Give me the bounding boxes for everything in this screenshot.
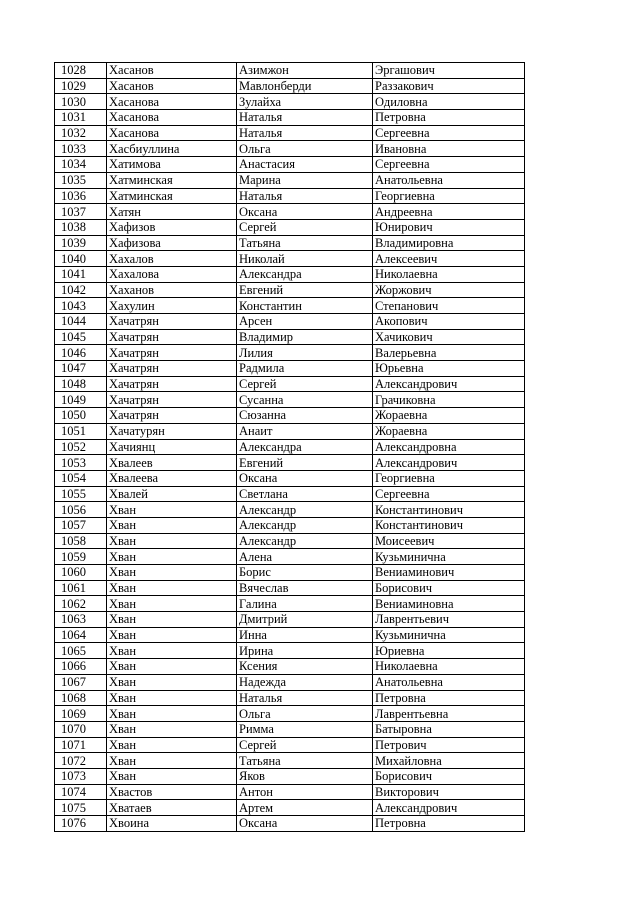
last-name-cell: Хачатрян xyxy=(107,345,237,361)
last-name-cell: Хван xyxy=(107,596,237,612)
first-name-cell: Сюзанна xyxy=(237,408,373,424)
patronymic-cell: Ивановна xyxy=(373,141,525,157)
first-name-cell: Татьяна xyxy=(237,235,373,251)
patronymic-cell: Петровна xyxy=(373,690,525,706)
last-name-cell: Хачатрян xyxy=(107,314,237,330)
first-name-cell: Марина xyxy=(237,172,373,188)
patronymic-cell: Алексеевич xyxy=(373,251,525,267)
patronymic-cell: Валерьевна xyxy=(373,345,525,361)
row-number-cell: 1038 xyxy=(55,219,107,235)
row-number-cell: 1047 xyxy=(55,361,107,377)
last-name-cell: Хасбиуллина xyxy=(107,141,237,157)
first-name-cell: Ирина xyxy=(237,643,373,659)
last-name-cell: Хахулин xyxy=(107,298,237,314)
row-number-cell: 1029 xyxy=(55,78,107,94)
first-name-cell: Александр xyxy=(237,502,373,518)
name-registry-table xyxy=(54,62,525,832)
patronymic-cell: Константинович xyxy=(373,502,525,518)
row-number-cell: 1063 xyxy=(55,612,107,628)
row-number-cell: 1041 xyxy=(55,266,107,282)
row-number-cell: 1030 xyxy=(55,94,107,110)
patronymic-cell: Анатольевна xyxy=(373,172,525,188)
last-name-cell: Хвалеев xyxy=(107,455,237,471)
row-number-cell: 1072 xyxy=(55,753,107,769)
row-number-cell: 1067 xyxy=(55,674,107,690)
patronymic-cell: Георгиевна xyxy=(373,188,525,204)
table-row xyxy=(55,768,525,784)
row-number-cell: 1028 xyxy=(55,63,107,79)
row-number-cell: 1039 xyxy=(55,235,107,251)
last-name-cell: Хатминская xyxy=(107,188,237,204)
row-number-cell: 1053 xyxy=(55,455,107,471)
first-name-cell: Ольга xyxy=(237,706,373,722)
patronymic-cell: Грачиковна xyxy=(373,392,525,408)
last-name-cell: Хасанова xyxy=(107,110,237,126)
row-number-cell: 1043 xyxy=(55,298,107,314)
table-row xyxy=(55,78,525,94)
last-name-cell: Хвастов xyxy=(107,784,237,800)
first-name-cell: Радмила xyxy=(237,361,373,377)
table-row xyxy=(55,188,525,204)
last-name-cell: Хван xyxy=(107,612,237,628)
patronymic-cell: Сергеевна xyxy=(373,125,525,141)
row-number-cell: 1074 xyxy=(55,784,107,800)
row-number-cell: 1069 xyxy=(55,706,107,722)
row-number-cell: 1048 xyxy=(55,376,107,392)
first-name-cell: Вячеслав xyxy=(237,580,373,596)
patronymic-cell: Акопович xyxy=(373,314,525,330)
first-name-cell: Наталья xyxy=(237,125,373,141)
row-number-cell: 1058 xyxy=(55,533,107,549)
patronymic-cell: Александровна xyxy=(373,439,525,455)
patronymic-cell: Одиловна xyxy=(373,94,525,110)
table-row xyxy=(55,674,525,690)
table-row xyxy=(55,157,525,173)
row-number-cell: 1061 xyxy=(55,580,107,596)
table-row xyxy=(55,612,525,628)
table-row xyxy=(55,376,525,392)
row-number-cell: 1066 xyxy=(55,659,107,675)
patronymic-cell: Александрович xyxy=(373,800,525,816)
table-row xyxy=(55,643,525,659)
patronymic-cell: Эргашович xyxy=(373,63,525,79)
row-number-cell: 1059 xyxy=(55,549,107,565)
first-name-cell: Наталья xyxy=(237,188,373,204)
row-number-cell: 1050 xyxy=(55,408,107,424)
last-name-cell: Хван xyxy=(107,549,237,565)
table-row xyxy=(55,706,525,722)
last-name-cell: Хатимова xyxy=(107,157,237,173)
last-name-cell: Хаханов xyxy=(107,282,237,298)
first-name-cell: Александра xyxy=(237,266,373,282)
last-name-cell: Хван xyxy=(107,517,237,533)
table-row xyxy=(55,565,525,581)
table-row xyxy=(55,659,525,675)
row-number-cell: 1040 xyxy=(55,251,107,267)
first-name-cell: Анаит xyxy=(237,423,373,439)
last-name-cell: Хасанов xyxy=(107,78,237,94)
first-name-cell: Евгений xyxy=(237,282,373,298)
last-name-cell: Хван xyxy=(107,768,237,784)
patronymic-cell: Константинович xyxy=(373,517,525,533)
last-name-cell: Хвоина xyxy=(107,816,237,832)
row-number-cell: 1062 xyxy=(55,596,107,612)
table-row xyxy=(55,627,525,643)
row-number-cell: 1054 xyxy=(55,470,107,486)
last-name-cell: Хван xyxy=(107,753,237,769)
patronymic-cell: Борисович xyxy=(373,768,525,784)
first-name-cell: Константин xyxy=(237,298,373,314)
first-name-cell: Татьяна xyxy=(237,753,373,769)
patronymic-cell: Петровна xyxy=(373,816,525,832)
patronymic-cell: Александрович xyxy=(373,376,525,392)
last-name-cell: Хасанов xyxy=(107,63,237,79)
last-name-cell: Хачатрян xyxy=(107,361,237,377)
row-number-cell: 1057 xyxy=(55,517,107,533)
table-row xyxy=(55,486,525,502)
last-name-cell: Хван xyxy=(107,580,237,596)
last-name-cell: Хван xyxy=(107,659,237,675)
table-row xyxy=(55,329,525,345)
first-name-cell: Евгений xyxy=(237,455,373,471)
patronymic-cell: Александрович xyxy=(373,455,525,471)
row-number-cell: 1046 xyxy=(55,345,107,361)
patronymic-cell: Андреевна xyxy=(373,204,525,220)
first-name-cell: Наталья xyxy=(237,690,373,706)
table-row xyxy=(55,439,525,455)
table-row xyxy=(55,251,525,267)
patronymic-cell: Георгиевна xyxy=(373,470,525,486)
row-number-cell: 1031 xyxy=(55,110,107,126)
first-name-cell: Надежда xyxy=(237,674,373,690)
first-name-cell: Сергей xyxy=(237,376,373,392)
last-name-cell: Хатминская xyxy=(107,172,237,188)
last-name-cell: Хачатрян xyxy=(107,376,237,392)
table-row xyxy=(55,455,525,471)
patronymic-cell: Петровна xyxy=(373,110,525,126)
last-name-cell: Хахалов xyxy=(107,251,237,267)
first-name-cell: Алена xyxy=(237,549,373,565)
row-number-cell: 1036 xyxy=(55,188,107,204)
last-name-cell: Хачатрян xyxy=(107,392,237,408)
last-name-cell: Хван xyxy=(107,737,237,753)
first-name-cell: Оксана xyxy=(237,204,373,220)
patronymic-cell: Николаевна xyxy=(373,266,525,282)
table-row xyxy=(55,784,525,800)
table-row xyxy=(55,408,525,424)
row-number-cell: 1073 xyxy=(55,768,107,784)
row-number-cell: 1052 xyxy=(55,439,107,455)
table-row xyxy=(55,690,525,706)
last-name-cell: Хван xyxy=(107,690,237,706)
patronymic-cell: Жораевна xyxy=(373,423,525,439)
first-name-cell: Сергей xyxy=(237,737,373,753)
row-number-cell: 1065 xyxy=(55,643,107,659)
first-name-cell: Николай xyxy=(237,251,373,267)
first-name-cell: Мавлонберди xyxy=(237,78,373,94)
row-number-cell: 1060 xyxy=(55,565,107,581)
first-name-cell: Владимир xyxy=(237,329,373,345)
patronymic-cell: Вениаминовна xyxy=(373,596,525,612)
last-name-cell: Хван xyxy=(107,643,237,659)
patronymic-cell: Лаврентьевич xyxy=(373,612,525,628)
first-name-cell: Арсен xyxy=(237,314,373,330)
table-row xyxy=(55,110,525,126)
patronymic-cell: Лаврентьевна xyxy=(373,706,525,722)
patronymic-cell: Батыровна xyxy=(373,721,525,737)
first-name-cell: Наталья xyxy=(237,110,373,126)
table-row xyxy=(55,204,525,220)
last-name-cell: Хафизова xyxy=(107,235,237,251)
table-row xyxy=(55,800,525,816)
table-row xyxy=(55,63,525,79)
table-row xyxy=(55,502,525,518)
patronymic-cell: Кузьминична xyxy=(373,627,525,643)
table-row xyxy=(55,517,525,533)
table-row xyxy=(55,533,525,549)
patronymic-cell: Михайловна xyxy=(373,753,525,769)
table-row xyxy=(55,392,525,408)
row-number-cell: 1075 xyxy=(55,800,107,816)
last-name-cell: Хвалей xyxy=(107,486,237,502)
first-name-cell: Борис xyxy=(237,565,373,581)
row-number-cell: 1035 xyxy=(55,172,107,188)
patronymic-cell: Викторович xyxy=(373,784,525,800)
first-name-cell: Яков xyxy=(237,768,373,784)
table-row xyxy=(55,94,525,110)
table-row xyxy=(55,737,525,753)
last-name-cell: Хван xyxy=(107,565,237,581)
row-number-cell: 1051 xyxy=(55,423,107,439)
table-row xyxy=(55,235,525,251)
first-name-cell: Сергей xyxy=(237,219,373,235)
first-name-cell: Антон xyxy=(237,784,373,800)
first-name-cell: Азимжон xyxy=(237,63,373,79)
last-name-cell: Хачатурян xyxy=(107,423,237,439)
table-row xyxy=(55,361,525,377)
row-number-cell: 1037 xyxy=(55,204,107,220)
table-row xyxy=(55,345,525,361)
patronymic-cell: Юнирович xyxy=(373,219,525,235)
last-name-cell: Хватаев xyxy=(107,800,237,816)
last-name-cell: Хван xyxy=(107,533,237,549)
table-row xyxy=(55,125,525,141)
first-name-cell: Ольга xyxy=(237,141,373,157)
row-number-cell: 1071 xyxy=(55,737,107,753)
patronymic-cell: Степанович xyxy=(373,298,525,314)
row-number-cell: 1034 xyxy=(55,157,107,173)
first-name-cell: Оксана xyxy=(237,470,373,486)
patronymic-cell: Сергеевна xyxy=(373,157,525,173)
last-name-cell: Хасанова xyxy=(107,94,237,110)
row-number-cell: 1055 xyxy=(55,486,107,502)
patronymic-cell: Жораевна xyxy=(373,408,525,424)
last-name-cell: Хвалеева xyxy=(107,470,237,486)
last-name-cell: Хатян xyxy=(107,204,237,220)
patronymic-cell: Кузьминична xyxy=(373,549,525,565)
last-name-cell: Хван xyxy=(107,721,237,737)
patronymic-cell: Вениаминович xyxy=(373,565,525,581)
first-name-cell: Ксения xyxy=(237,659,373,675)
table-row xyxy=(55,596,525,612)
last-name-cell: Хван xyxy=(107,674,237,690)
row-number-cell: 1044 xyxy=(55,314,107,330)
row-number-cell: 1042 xyxy=(55,282,107,298)
patronymic-cell: Петрович xyxy=(373,737,525,753)
first-name-cell: Галина xyxy=(237,596,373,612)
registry-table-body xyxy=(55,63,525,832)
row-number-cell: 1056 xyxy=(55,502,107,518)
table-row xyxy=(55,816,525,832)
last-name-cell: Хасанова xyxy=(107,125,237,141)
last-name-cell: Хачиянц xyxy=(107,439,237,455)
table-row xyxy=(55,219,525,235)
row-number-cell: 1045 xyxy=(55,329,107,345)
last-name-cell: Хачатрян xyxy=(107,408,237,424)
row-number-cell: 1049 xyxy=(55,392,107,408)
patronymic-cell: Раззакович xyxy=(373,78,525,94)
patronymic-cell: Николаевна xyxy=(373,659,525,675)
patronymic-cell: Сергеевна xyxy=(373,486,525,502)
table-row xyxy=(55,266,525,282)
table-row xyxy=(55,282,525,298)
first-name-cell: Дмитрий xyxy=(237,612,373,628)
row-number-cell: 1064 xyxy=(55,627,107,643)
last-name-cell: Хван xyxy=(107,502,237,518)
row-number-cell: 1076 xyxy=(55,816,107,832)
patronymic-cell: Моисеевич xyxy=(373,533,525,549)
table-row xyxy=(55,141,525,157)
patronymic-cell: Юриевна xyxy=(373,643,525,659)
first-name-cell: Александр xyxy=(237,533,373,549)
row-number-cell: 1033 xyxy=(55,141,107,157)
table-row xyxy=(55,753,525,769)
first-name-cell: Светлана xyxy=(237,486,373,502)
first-name-cell: Анастасия xyxy=(237,157,373,173)
first-name-cell: Александра xyxy=(237,439,373,455)
last-name-cell: Хачатрян xyxy=(107,329,237,345)
table-row xyxy=(55,314,525,330)
row-number-cell: 1068 xyxy=(55,690,107,706)
last-name-cell: Хафизов xyxy=(107,219,237,235)
patronymic-cell: Владимировна xyxy=(373,235,525,251)
first-name-cell: Александр xyxy=(237,517,373,533)
last-name-cell: Хван xyxy=(107,627,237,643)
table-row xyxy=(55,423,525,439)
first-name-cell: Лилия xyxy=(237,345,373,361)
first-name-cell: Оксана xyxy=(237,816,373,832)
last-name-cell: Хахалова xyxy=(107,266,237,282)
patronymic-cell: Хачикович xyxy=(373,329,525,345)
first-name-cell: Инна xyxy=(237,627,373,643)
table-row xyxy=(55,172,525,188)
first-name-cell: Римма xyxy=(237,721,373,737)
table-row xyxy=(55,298,525,314)
row-number-cell: 1032 xyxy=(55,125,107,141)
patronymic-cell: Борисович xyxy=(373,580,525,596)
last-name-cell: Хван xyxy=(107,706,237,722)
table-row xyxy=(55,580,525,596)
row-number-cell: 1070 xyxy=(55,721,107,737)
table-row xyxy=(55,549,525,565)
first-name-cell: Артем xyxy=(237,800,373,816)
patronymic-cell: Юрьевна xyxy=(373,361,525,377)
table-row xyxy=(55,721,525,737)
patronymic-cell: Анатольевна xyxy=(373,674,525,690)
patronymic-cell: Жоржович xyxy=(373,282,525,298)
first-name-cell: Зулайха xyxy=(237,94,373,110)
table-row xyxy=(55,470,525,486)
first-name-cell: Сусанна xyxy=(237,392,373,408)
